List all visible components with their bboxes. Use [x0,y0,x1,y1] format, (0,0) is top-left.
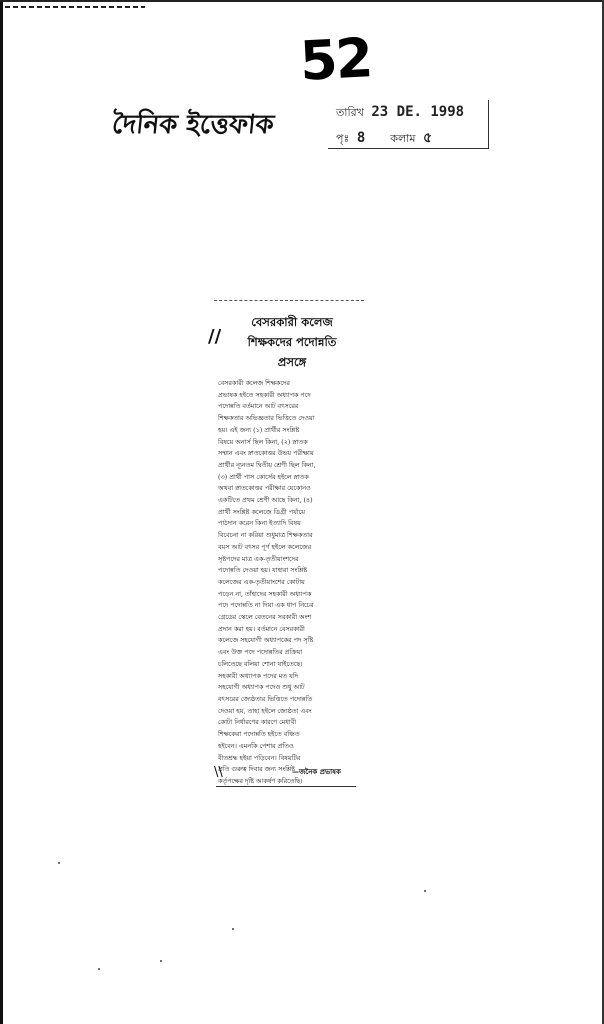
stamp-page-row [336,126,432,150]
scan-left-edge [0,0,3,1024]
article-body-line: একটিতে প্রথম শ্রেণী আছে কিনা, (৪) [218,496,313,505]
article-body-line: হইবেন। এমনকি পেশার প্রতিও [218,741,294,750]
article-body-line: বয়স আট বৎসর পূর্ণ হইলে কলেজের [218,542,312,551]
headline-line: শিক্ষকদের পদোন্নতি [247,335,337,349]
article-body-line: প্রার্থীর ন্যূনতম দ্বিতীয় শ্রেণী ছিল কিনা, [218,460,316,469]
article-body-line: এবং উক্ত পদে পদোন্নতির প্রক্রিয়া [218,648,303,657]
clipping-cut-line-top [214,300,364,302]
article-body-line: সম্মান এবং স্নাতকোত্তর উভয় পরীক্ষায় [218,449,314,458]
stamp-date-value: 23 DE. 1998 [371,104,465,120]
stamp-page-label: পৃঃ [336,132,350,145]
scan-speck [58,862,60,864]
article-body-line: বেসরকারী কলেজ শিক্ষকদের [218,379,290,387]
article-body-line: প্রার্থী সংশ্লিষ্ট কলেজে ডিগ্রী পর্যায়ে [218,507,305,516]
article-body-line: প্রভাষক হইতে সহকারী অধ্যাপক পদে [218,390,311,399]
article-body-line: পাঠদান করেন কিনা ইত্যাদি বিষয় [218,519,301,528]
article-body-line: সহযোগী অধ্যাপক পদেও শুধু আট [218,683,305,692]
article-body-line: অথবা স্নাতকোত্তর পরীক্ষার যেকোনও [218,484,311,493]
article-body-line: শিক্ষকতার অভিজ্ঞতার ভিত্তিতে দেওয়া [218,414,315,423]
scan-speck [98,968,100,970]
article-body-line: বিবেচনা না করিয়া শুধুমাত্র শিক্ষকতার [218,531,313,540]
article-body-line: চলিতেছে বলিয়া শোনা যাইতেছে। [218,659,303,668]
article-body-line: (৩) প্রার্থী পাস কোর্সের হইলে স্নাতক [218,472,309,481]
signature-margin-mark: \\ [214,765,223,780]
headline-margin-marks: // [208,326,222,347]
article-body-line: দেওয়া হয়, তাহা হইলে জ্যেষ্ঠতা এবং [218,706,312,715]
article-body-line: প্রদান করা হয়। বর্তমানে বেসরকারী [218,624,305,633]
scan-top-dash [5,6,145,8]
article-body-line: সৃষ্টপদের মাত্র এক-তৃতীয়াংশদের [218,554,299,563]
article-body-line: পদোন্নতি বর্তমানে আট বৎসরের [218,402,299,411]
article-body-line: কলেজে সহযোগী অধ্যাপকের পদ সৃষ্টি [218,636,314,645]
article-body-line: বীতশ্রদ্ধ হইয়া পড়িবেন। বিষয়টির [218,753,301,762]
date-page-stamp [328,100,489,149]
article-signature: —জনৈক প্রভাষক [292,767,341,776]
article-body-line: কর্তৃপক্ষের দৃষ্টি আকর্ষণ করিতেছি। [218,776,303,785]
scan-top-edge [0,0,604,2]
article-headline [224,312,360,372]
article-body-line: পড়েন না, তাঁহাদের সহকারী অধ্যাপক [218,589,312,598]
stamp-page-value: 8 [356,130,366,146]
article-body-line: কোটা নির্ধারণের কারণে মেধাবী [218,718,297,727]
stamp-column-value: ৫ [422,130,433,146]
scan-speck [160,960,162,962]
article-body-line: বৎসরের জ্যেষ্ঠতার ভিত্তিতে পদোন্নতি [218,694,313,703]
article-body-line: প্রতি গুরুত্ব দিবার জন্য সংশ্লিষ্ট [218,765,295,774]
article-body-line: সহকারী অধ্যাপক পদের মত যদি [218,671,298,680]
handwritten-page-number: 52 [298,26,373,93]
newspaper-clipping [208,300,364,790]
headline-line: প্রসঙ্গে [277,355,307,369]
article-body-line: কলেজের এক-তৃতীয়াংশের কোটায় [218,577,305,586]
scan-speck [424,890,426,892]
article-body-line: বিষয়ে অনার্স ছিল কিনা, (২) স্নাতক [218,437,308,446]
stamp-column-label: কলাম [390,132,416,145]
article-body-line: হয়। এই জন্য (১) প্রার্থীর সংশ্লিষ্ট [218,425,300,434]
clipping-cut-line-bottom [216,786,356,787]
article-body [218,378,362,788]
article-body-line: শিক্ষকেরা পদোন্নতি হইতে বঞ্চিত [218,730,300,739]
stamp-date-row [336,104,464,123]
article-body-line: পদোন্নতি দেওয়া হয়। যাহারা সংশ্লিষ্ট [218,566,308,575]
scan-speck [232,928,234,930]
stamp-date-label: তারিখ [336,106,364,119]
newspaper-name: দৈনিক ইত্তেফাক [110,110,276,140]
headline-line: বেসরকারী কলেজ [251,315,333,329]
article-body-line: গ্রেডের স্কেলে বেতনের সরকারী অংশ [218,613,312,622]
article-body-line: পদে পদোন্নতি না দিয়া এক ধাপ নিচের [218,601,314,610]
